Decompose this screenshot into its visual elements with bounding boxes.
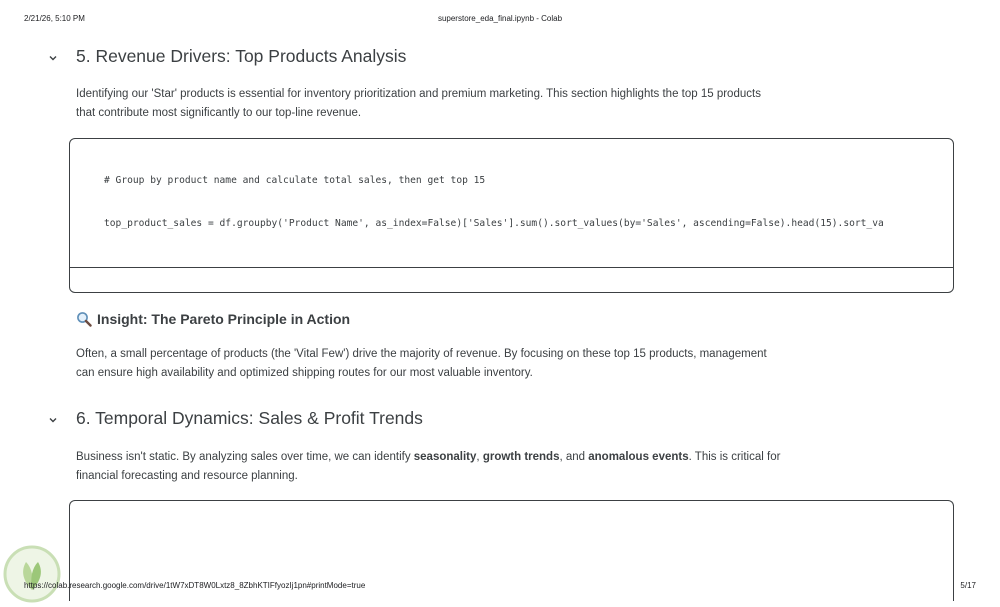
section-heading-revenue-drivers: 5. Revenue Drivers: Top Products Analysis <box>76 46 407 66</box>
cell-output-divider <box>70 267 953 268</box>
intro-line-2: financial forecasting and resource planning. <box>76 470 298 482</box>
code-line: # Group by product name and calculate total sales, then get top 15 <box>104 175 486 187</box>
print-page-number: 5/17 <box>960 581 976 590</box>
insight-heading-text: Insight: The Pareto Principle in Action <box>97 311 351 327</box>
print-url: https://colab.research.google.com/drive/1tW7xDT8W0Lxtz8_8ZbhKTIFfyozIj1pn#printMode=true <box>24 581 366 590</box>
code-cell-top-products[interactable] <box>69 138 954 293</box>
chevron-down-icon[interactable] <box>47 414 59 426</box>
insight-text <box>76 345 836 383</box>
intro-line-1: Identifying our 'Star' products is essential for inventory prioritization and premium marketing. This section highlights the top 15 products <box>76 88 761 100</box>
print-datetime: 2/21/26, 5:10 PM <box>24 14 85 23</box>
insight-line-1: Often, a small percentage of products (the 'Vital Few') drive the majority of revenue. By focusing on these top 15 products, management <box>76 348 767 360</box>
leaf-logo <box>2 544 62 604</box>
intro-text: Business isn't static. By analyzing sales over time, we can identify <box>76 451 414 463</box>
print-doc-title: superstore_eda_final.ipynb - Colab <box>437 14 563 23</box>
section-intro <box>76 85 836 123</box>
insight-line-2: can ensure high availability and optimized shipping routes for our most valuable inventory. <box>76 367 533 379</box>
chevron-down-icon[interactable] <box>47 52 59 64</box>
intro-text: . This is critical for <box>688 451 781 463</box>
separator: , <box>476 451 483 463</box>
section-heading-temporal-dynamics: 6. Temporal Dynamics: Sales & Profit Trends <box>76 408 423 428</box>
section6-intro <box>76 448 836 486</box>
intro-line-2: that contribute most significantly to our top-line revenue. <box>76 107 362 119</box>
keyword-growth-trends: growth trends <box>482 451 560 463</box>
keyword-anomalous-events: anomalous events <box>588 451 689 463</box>
code-line: top_product_sales = df.groupby('Product Name', as_index=False)['Sales'].sum().sort_values(by='Sales', ascending=False).head(15).sort_va <box>104 218 884 229</box>
code-editor[interactable] <box>70 139 953 293</box>
separator: , and <box>559 451 589 463</box>
insight-heading <box>76 311 350 327</box>
magnifier-icon <box>76 311 92 327</box>
keyword-seasonality: seasonality <box>413 451 477 463</box>
